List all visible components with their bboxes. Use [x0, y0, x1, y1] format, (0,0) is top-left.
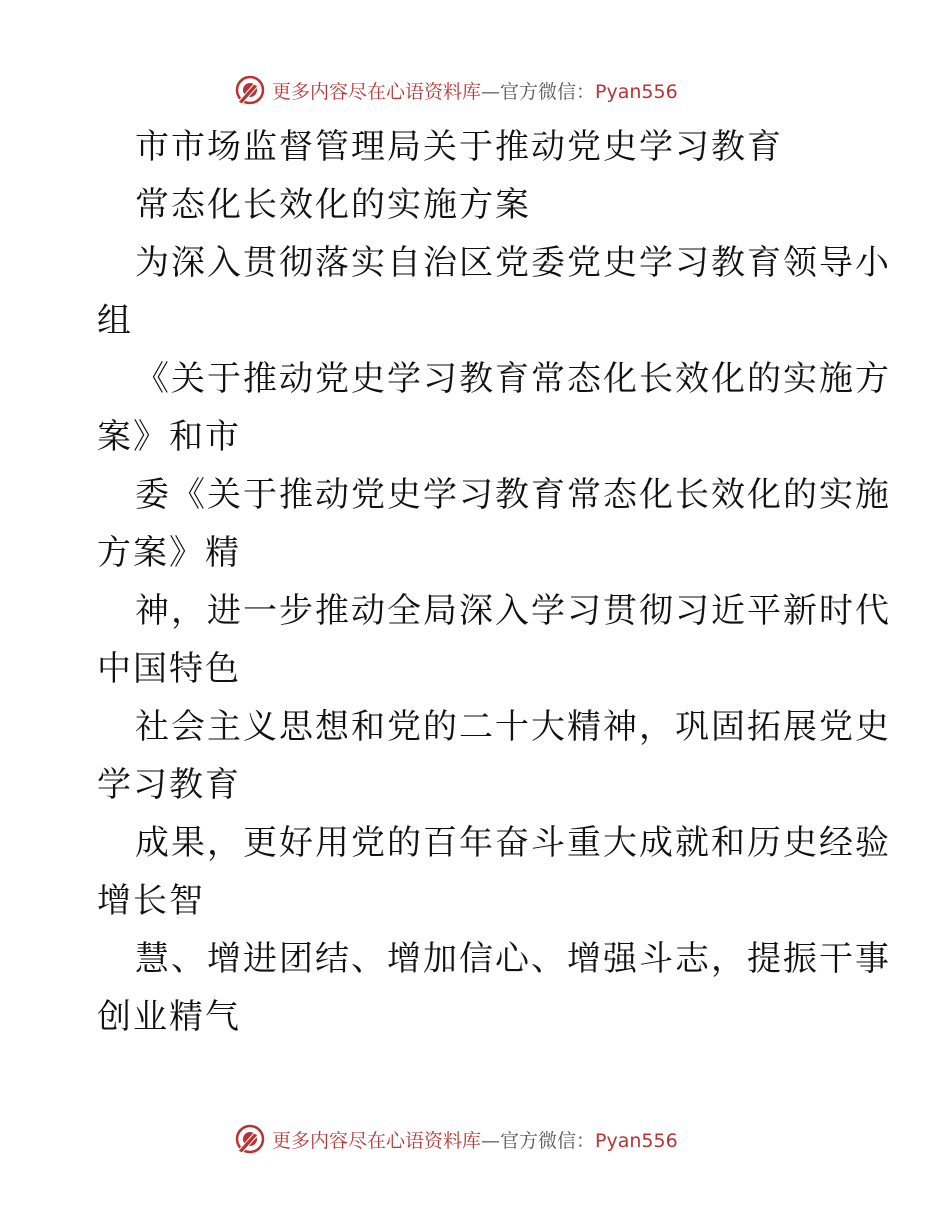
doc-line: 增长智 — [97, 881, 205, 921]
doc-line: 创业精气 — [97, 997, 241, 1037]
document-body — [97, 118, 891, 1046]
doc-line: 慧、增进团结、增加信心、增强斗志，提振干事 — [135, 939, 891, 979]
doc-title-line-1: 市市场监督管理局关于推动党史学习教育 — [135, 127, 783, 167]
doc-line: 社会主义思想和党的二十大精神，巩固拓展党史 — [135, 707, 891, 747]
doc-line: 学习教育 — [97, 765, 241, 805]
doc-line: 成果，更好用党的百年奋斗重大成就和历史经验 — [135, 823, 891, 863]
separator: — — [481, 1129, 501, 1152]
doc-line: 《关于推动党史学习教育常态化长效化的实施方 — [135, 359, 891, 399]
wechat-id: Pyan556 — [595, 1129, 678, 1152]
pen-circle-logo-icon — [234, 74, 266, 106]
brand-text: 更多内容尽在心语资料库 — [272, 1129, 482, 1152]
doc-line: 神，进一步推动全局深入学习贯彻习近平新时代 — [135, 591, 891, 631]
pen-circle-logo-icon — [234, 1123, 266, 1155]
separator: — — [481, 80, 501, 103]
doc-line: 组 — [97, 301, 133, 341]
doc-line: 为深入贯彻落实自治区党委党史学习教育领导小 — [135, 243, 891, 283]
wechat-label: 官方微信： — [500, 1129, 596, 1152]
wechat-id: Pyan556 — [595, 80, 678, 103]
doc-line: 委《关于推动党史学习教育常态化长效化的实施 — [135, 475, 891, 515]
header-banner — [234, 73, 754, 107]
doc-title-line-2: 常态化长效化的实施方案 — [135, 185, 531, 225]
wechat-label: 官方微信： — [500, 80, 596, 103]
doc-line: 方案》精 — [97, 533, 241, 573]
brand-text: 更多内容尽在心语资料库 — [272, 80, 482, 103]
footer-banner — [234, 1122, 754, 1156]
doc-line: 中国特色 — [97, 649, 241, 689]
doc-line: 案》和市 — [97, 417, 241, 457]
